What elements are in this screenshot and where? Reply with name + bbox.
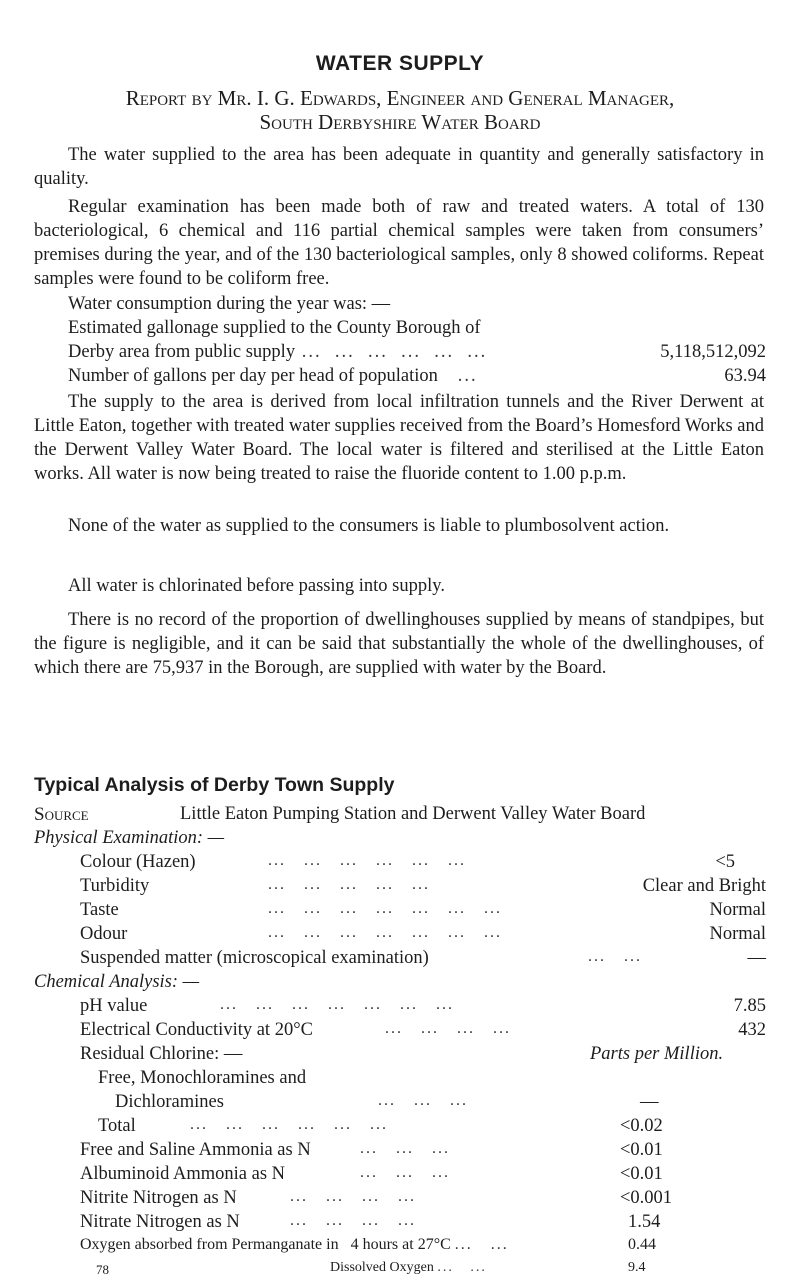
paragraph-chlorination: All water is chlorinated before passing into supply. [68, 576, 445, 596]
residual-chlorine-label: Residual Chlorine: — [80, 1044, 243, 1064]
physical-examination-label: Physical Examination: — [34, 828, 225, 848]
dissolved-oxygen-label: Dissolved Oxygen ... ... [330, 1260, 487, 1275]
conductivity-value: 432 [738, 1020, 766, 1040]
chemical-row-value: <0.01 [620, 1140, 663, 1160]
free-monochloramines-label-line2: Dichloramines [115, 1092, 224, 1112]
paragraph-source: The supply to the area is derived from local infiltration tunnels and the River Derwent at Little Eaton, together with treated water supplies received from the Board’s Homesford Works and the Derwent Valley Water Board. The local water is filtered and sterilised at the Little Eaton works. All water is now being treated to raise the fluoride content to 1.00 p.p.m. [34, 392, 764, 484]
ph-label: pH value [80, 996, 148, 1016]
physical-row-value: Normal [709, 900, 766, 920]
physical-row-value: Normal [709, 924, 766, 944]
consumption-intro: Water consumption during the year was: — [68, 294, 391, 314]
free-monochloramines-value: — [640, 1092, 659, 1112]
paragraph-adequacy: The water supplied to the area has been adequate in quantity and generally satisfactory in quality. [34, 145, 764, 189]
chemical-row-label: Nitrate Nitrogen as N [80, 1212, 240, 1232]
chemical-row-value: <0.02 [620, 1116, 663, 1136]
physical-row-label: Colour (Hazen) [80, 852, 196, 872]
report-byline: Report by Mr. I. G. Edwards, Engineer and General Manager, [125, 86, 675, 110]
free-monochloramines-label-line1: Free, Monochloramines and [98, 1068, 307, 1088]
per-head-value: 63.94 [724, 366, 766, 386]
leader-dots: ... ... ... ... ... ... [295, 342, 488, 362]
conductivity-label: Electrical Conductivity at 20°C [80, 1020, 313, 1040]
paragraph-plumbosolvency: None of the water as supplied to the consumers is liable to plumbosolvent action. [68, 516, 670, 536]
page-title: WATER SUPPLY [315, 52, 485, 75]
page-number: 78 [96, 1262, 109, 1277]
ph-value: 7.85 [733, 996, 766, 1016]
gallonage-value: 5,118,512,092 [660, 342, 766, 362]
dissolved-oxygen-value: 9.4 [628, 1260, 646, 1275]
chemical-analysis-label: Chemical Analysis: — [34, 972, 200, 992]
report-board-name: South Derbyshire Water Board [259, 110, 541, 134]
paragraph-standpipes: There is no record of the proportion of dwellinghouses supplied by means of standpipes, but the figure is negligible, and it can be said that substantially the whole of the dwellinghouses, of which there are 75,937 in the Borough, are supplied with water by the Board. [34, 610, 764, 678]
chemical-row-label: Nitrite Nitrogen as N [80, 1188, 237, 1208]
per-head-label: Number of gallons per day per head of population ... [68, 366, 478, 386]
source-label: Source [34, 804, 89, 825]
analysis-heading: Typical Analysis of Derby Town Supply [34, 774, 395, 796]
physical-row-value: Clear and Bright [642, 876, 766, 896]
oxygen-absorbed-label: Oxygen absorbed from Permanganate in 4 hours at 27°C ... ... [80, 1236, 509, 1253]
physical-row-label: Odour [80, 924, 128, 944]
document-page: WATER SUPPLY Report by Mr. I. G. Edwards, Engineer and General Manager, South Derbyshire Water Board The water supplied to the area has been adequate in quantity and generally satisfactory in quality. Regular examination has been made both of raw and treated waters. A total of 130 bacteriological, 6 chemical and 116 partial chemical samples were taken from consumers’ premises during the year, and of the 130 bacteriological samples, only 8 showed coliforms. Repeat samples were found to be coliform free. Water consumption during the year was: — Estimated gallonage supplied to the County Borough of Derby area from public supply ... ... ... ... ... ... 5,118,512,092 Number of gallons per day per head of population ... 63.94 The supply to the area is derived from local infiltration tunnels and the River Derwent at Little Eaton, together with treated water supplies received from the Board’s Homesford Works and the Derwent Valley Water Board. The local water is filtered and sterilised at the Little Eaton works. All water is now being treated to raise the fluoride content to 1.00 p.p.m. None of the water as supplied to the consumers is liable to plumbosolvent action. All water is chlorinated before passing into supply. There is no record of the proportion of dwellinghouses supplied by means of standpipes, but the figure is negligible, and it can be said that substantially the whole of the dwellinghouses, of which there are 75,937 in the Borough, are supplied with water by the Board. Typical Analysis of Derby Town Supply Source Little Eaton Pumping Station and Derwent Valley Water Board Physical Examination: — Colour (Hazen) ... ... ... ... ... ... <5 Turbidity ... ... ... ... ... Clear and Bright Taste ... ... ... ... ... ... ... Normal Odour ... ... ... ... ... ... ... Normal Suspended matter (microscopical examination) ... ... — Chemical Analysis: — pH value ... ... ... ... ... ... ... 7.85 Electrical Conductivity at 20°C ... ... ... ... 432 Residual Chlorine: — Parts per Million. Free, Monochloramines and Dichloramines ... ... ... — Total ... ... ... ... ... ... <0.02 Free and Saline Ammonia as N ... ... ... <0.01 Albuminoid Ammonia as N ... ... ... <0.01 Nitrite Nitrogen as N ... ... ... ... <0.001 Nitrate Nitrogen as N ... ... ... ... 1.54 Oxygen absorbed from Permanganate in 4 hours at 27°C ... ... 0.44 Dissolved Oxygen ... ... 9.4 78 [0, 0, 800, 1284]
units-label: Parts per Million. [590, 1044, 724, 1064]
physical-row-label: Turbidity [80, 876, 150, 896]
chemical-row-label: Free and Saline Ammonia as N [80, 1140, 311, 1160]
source-value: Little Eaton Pumping Station and Derwent Valley Water Board [180, 804, 646, 824]
physical-row-label: Taste [80, 900, 119, 920]
physical-row-label: Suspended matter (microscopical examination) [80, 948, 429, 968]
gallonage-label-line1: Estimated gallonage supplied to the County Borough of [68, 318, 481, 338]
physical-row-value: — [747, 948, 766, 968]
gallonage-label-line2 [68, 342, 487, 363]
chemical-row-value: 1.54 [628, 1212, 661, 1232]
chemical-row-label: Total [98, 1116, 136, 1136]
chemical-row-value: <0.01 [620, 1164, 663, 1184]
gallonage-label: Derby area from public supply [68, 342, 296, 362]
physical-row-value: <5 [715, 852, 735, 872]
chemical-row-label: Albuminoid Ammonia as N [80, 1164, 286, 1184]
oxygen-absorbed-value: 0.44 [628, 1236, 656, 1253]
chemical-row-value: <0.001 [620, 1188, 673, 1208]
paragraph-examination: Regular examination has been made both of raw and treated waters. A total of 130 bacteriological, 6 chemical and 116 partial chemical samples were taken from consumers’ premises during the year, and of the 130 bacteriological samples, only 8 showed coliforms. Repeat samples were found to be coliform free. [34, 197, 764, 289]
